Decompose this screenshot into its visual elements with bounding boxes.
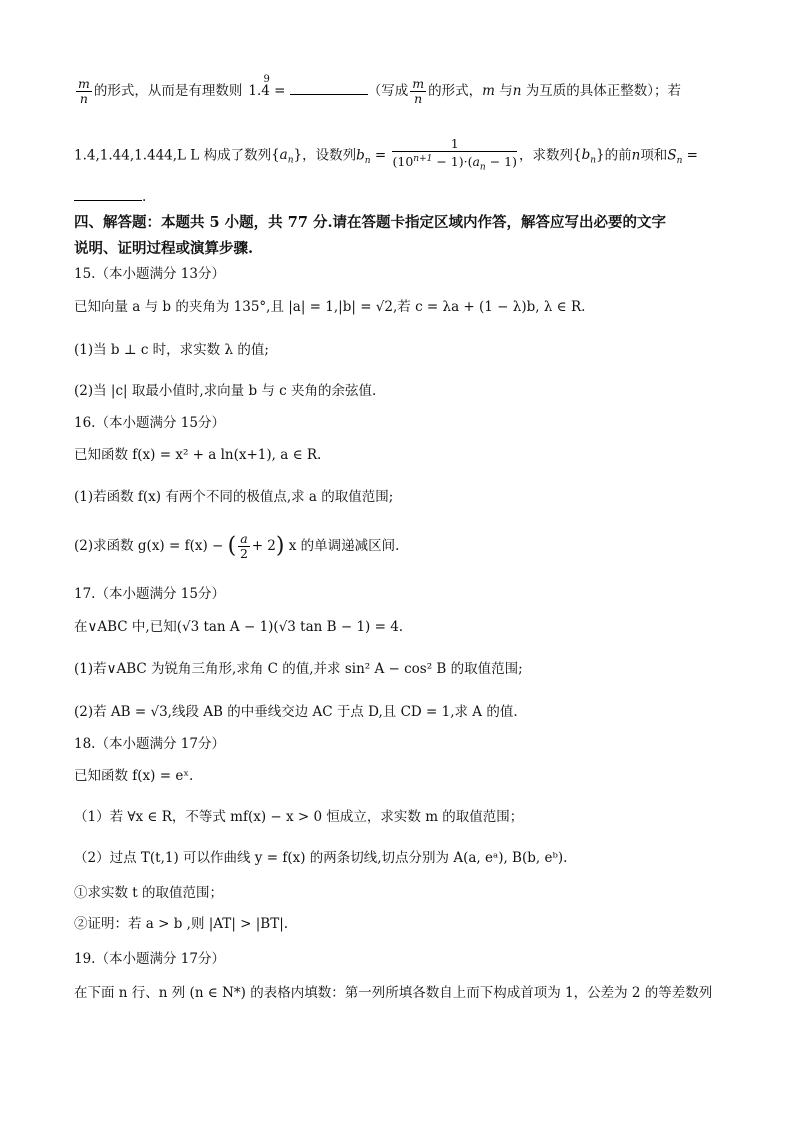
q18-part2: （2）过点 T(t,1) 可以作曲线 y = f(x) 的两条切线,切点分别为 A(a, eᵃ), B(b, eᵇ). bbox=[74, 850, 568, 866]
q18-stem: 已知函数 f(x) = eˣ. bbox=[74, 768, 194, 784]
fraction-a-over-2: $\frac{a}{2}$ bbox=[239, 531, 248, 561]
fraction-m-over-n: $\frac{m}{n}$ bbox=[78, 76, 90, 106]
q16-part1: (1)若函数 f(x) 有两个不同的极值点,求 a 的取值范围; bbox=[74, 489, 394, 505]
q17-part1: (1)若∨ABC 为锐角三角形,求角 C 的值,并求 sin² A − cos² B 的取值范围; bbox=[74, 661, 523, 677]
q16-part2: (2)求函数 g(x) = f(x) − ( $\frac{a}{2}$ + 2) x 的单调递减区间. bbox=[74, 531, 400, 561]
q19-stem: 在下面 n 行、n 列 (n ∈ N*) 的表格内填数：第一列所填各数自上而下构成首项为 1，公差为 2 的等差数列 bbox=[74, 985, 713, 1001]
q15-part1: (1)当 b ⊥ c 时，求实数 λ 的值; bbox=[74, 342, 269, 358]
q15-stem: 已知向量 a 与 b 的夹角为 135°,且 |a| = 1,|b| = √2,若 c = λa + (1 − λ)b, λ ∈ R. bbox=[74, 299, 586, 315]
q16-stem: 已知函数 f(x) = x² + a ln(x+1), a ∈ R. bbox=[74, 447, 322, 463]
repeating-decimal: 1.4 9 bbox=[248, 74, 270, 99]
q17-stem: 在∨ABC 中,已知(√3 tan A − 1)(√3 tan B − 1) = 4. bbox=[74, 619, 404, 635]
q18-part1: （1）若 ∀x ∈ R，不等式 mf(x) − x > 0 恒成立，求实数 m 的取值范围； bbox=[74, 809, 524, 825]
q17-header: 17.（本小题满分 15分） bbox=[74, 586, 225, 602]
q15-header: 15.（本小题满分 13分） bbox=[74, 266, 225, 282]
q19-header: 19.（本小题满分 17分） bbox=[74, 951, 225, 967]
q17-part2: (2)若 AB = √3,线段 AB 的中垂线交边 AC 于点 D,且 CD = 1,求 A 的值. bbox=[74, 704, 518, 720]
q18-part2-i: ①求实数 t 的取值范围； bbox=[74, 885, 224, 901]
q18-part2-ii: ②证明：若 a > b ,则 |AT| > |BT|. bbox=[74, 916, 289, 932]
section-title: 四、解答题：本题共 5 小题，共 77 分.请在答题卡指定区域内作答，解答应写出必要的文字 bbox=[74, 214, 667, 231]
section-title-cont: 说明、证明过程或演算步骤. bbox=[74, 240, 254, 257]
q16-header: 16.（本小题满分 15分） bbox=[74, 415, 225, 431]
answer-blank[interactable] bbox=[74, 186, 142, 201]
q14-tail-line2: 1.4,1.44,1.444,L L 构成了数列$\{a_n\}$，设数列$b_n$ = $\frac{1}{(10^{n+1} - 1)\cdot(a_n - 1)}$ ，求数列$\{b_n\}$的前n项和$S_n$ = bbox=[74, 136, 698, 173]
q15-part2: (2)当 |c| 取最小值时,求向量 b 与 c 夹角的余弦值. bbox=[74, 383, 377, 399]
fraction-m-over-n: $\frac{m}{n}$ bbox=[412, 76, 425, 106]
fraction-bn: $\frac{1}{(10^{n+1} - 1)\cdot(a_n - 1)}$ bbox=[392, 136, 517, 173]
q14-tail-line1: $\frac{m}{n}$ 的形式，从而是有理数则 1.4 9 = （写成 $\frac{m}{n}$ 的形式，m 与n 为互质的具体正整数）；若 bbox=[78, 74, 681, 106]
answer-blank[interactable] bbox=[290, 80, 368, 95]
answer-blank-line: . bbox=[74, 186, 146, 206]
q18-header: 18.（本小题满分 17分） bbox=[74, 736, 225, 752]
